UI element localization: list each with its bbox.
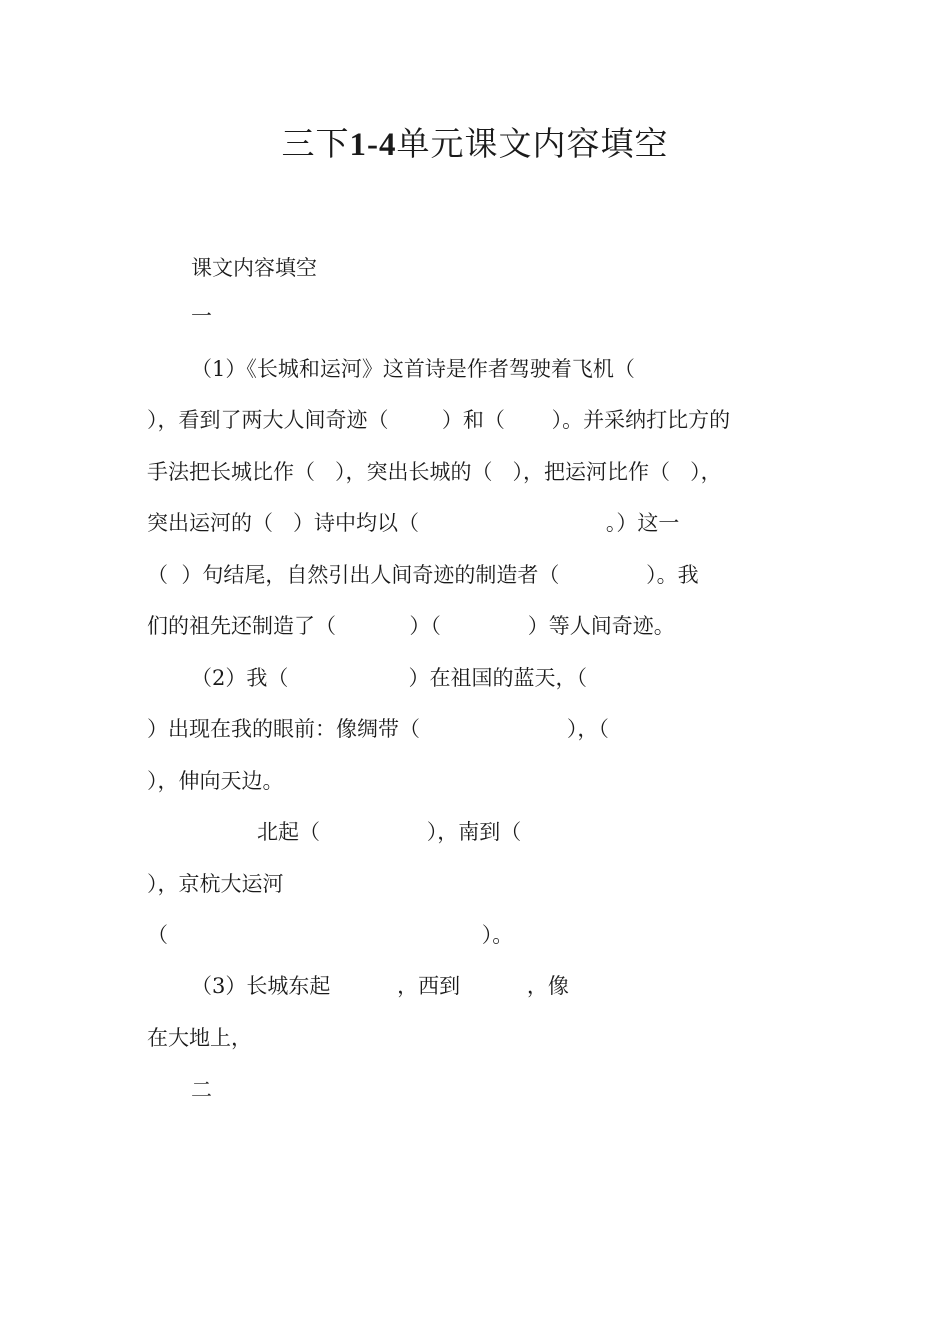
- blank-line: 北起（ ），南到（: [257, 820, 522, 844]
- page-title: [0, 122, 950, 167]
- section-two-marker: 二: [191, 1078, 212, 1102]
- blank-line: （ ）。: [147, 923, 514, 947]
- section-heading: 课文内容填空: [191, 256, 317, 280]
- blank-line: 在大地上，: [147, 1026, 252, 1050]
- section-one-marker: 一: [191, 304, 212, 328]
- blank-line: （3）长城东起 ，西到 ，像: [191, 974, 569, 998]
- title-suffix: 单元课文内容填空: [396, 124, 669, 163]
- blank-line: （ ）句结尾，自然引出人间奇迹的制造者（ ）。我: [147, 563, 699, 587]
- title-number: 1-4: [349, 127, 397, 163]
- blank-line: （1）《长城和运河》这首诗是作者驾驶着飞机（: [191, 357, 635, 381]
- blank-line: ），京杭大运河: [147, 872, 284, 896]
- blank-line: 突出运河的（ ）诗中均以（ 。）这一: [147, 511, 680, 535]
- blank-line: ）出现在我的眼前：像绸带（ ），（: [147, 717, 609, 741]
- title-prefix: 三下: [281, 124, 350, 163]
- blank-line: 手法把长城比作（ ），突出长城的（ ），把运河比作（ ），: [147, 460, 722, 484]
- blank-line: ），看到了两大人间奇迹（ ）和（ ）。并采纳打比方的: [147, 408, 731, 432]
- blank-line: （2）我（ ）在祖国的蓝天，（: [191, 666, 588, 690]
- blank-line: ），伸向天边。: [147, 769, 284, 793]
- blank-line: 们的祖先还制造了（ ）（ ）等人间奇迹。: [147, 614, 675, 638]
